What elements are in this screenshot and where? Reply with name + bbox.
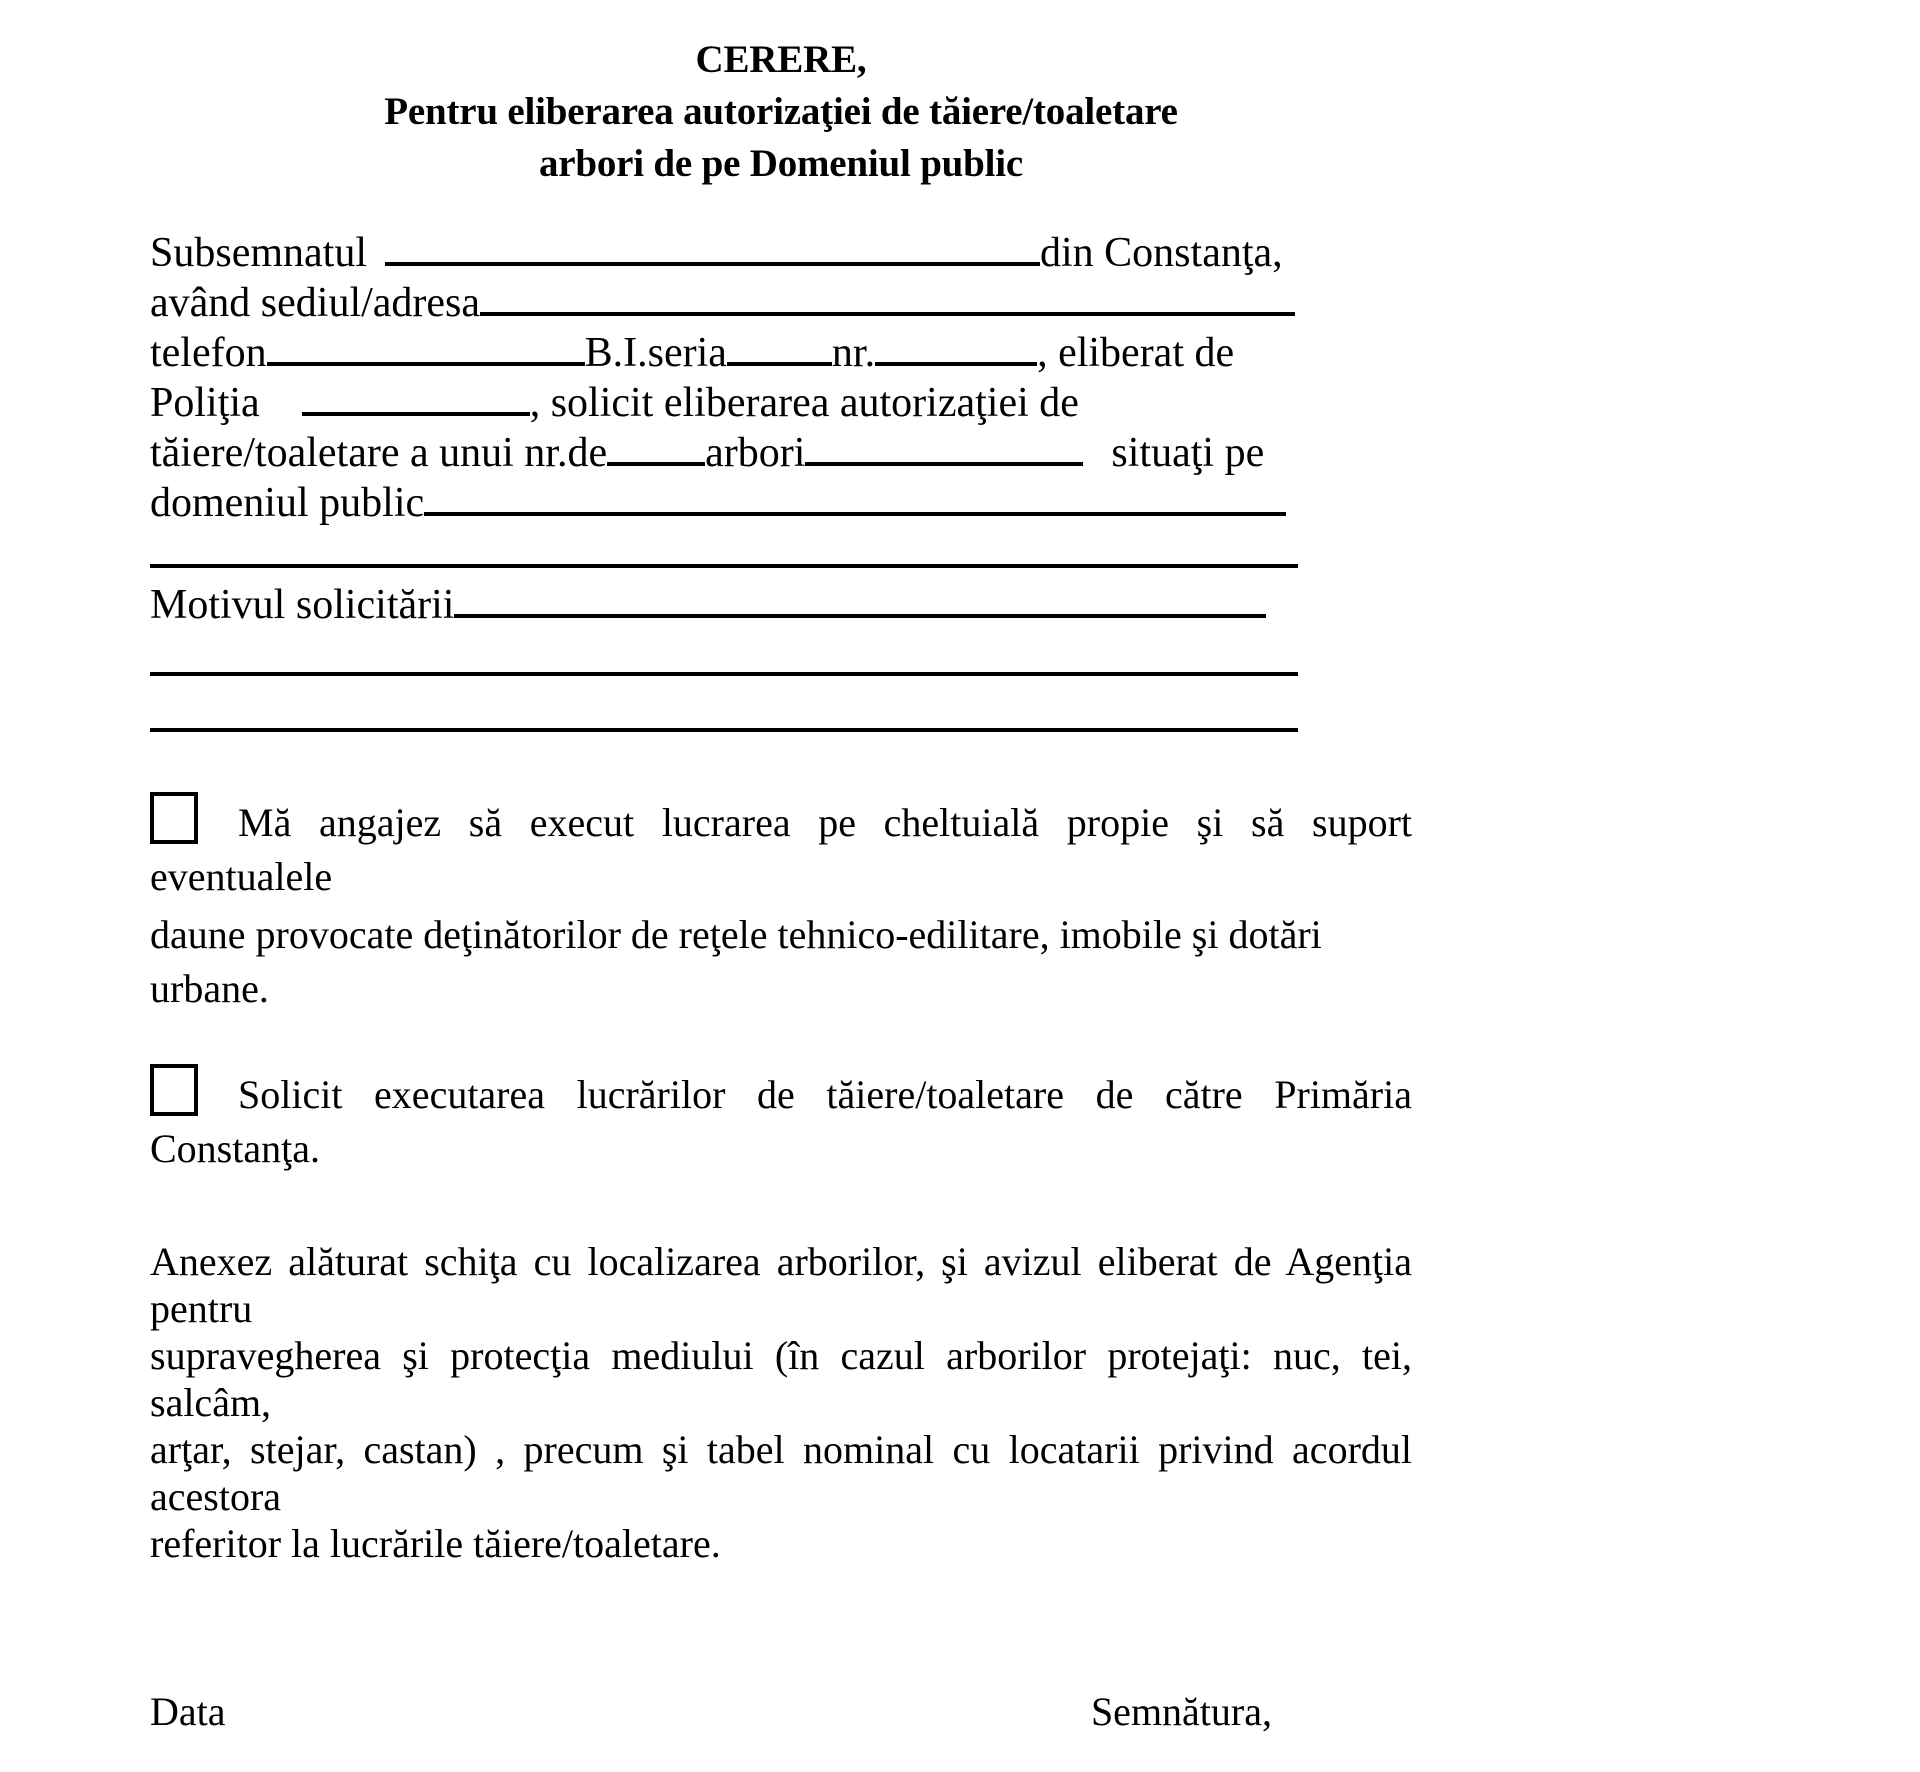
checkbox-item-angajament[interactable] <box>150 792 1412 1016</box>
input-motiv[interactable] <box>454 583 1266 618</box>
input-nume[interactable] <box>385 231 1040 266</box>
label-din-constanta: din Constanţa, <box>1040 230 1283 276</box>
title-line-3: arbori de pe Domeniul public <box>538 142 1024 185</box>
title-line-1: CERERE, <box>695 38 867 81</box>
form-line-adresa <box>150 278 1412 328</box>
checkbox-item-solicit-primaria[interactable] <box>150 1064 1412 1176</box>
label-motivul-solicitarii: Motivul solicitării <box>150 582 455 628</box>
footer-row <box>150 1690 1412 1734</box>
input-motiv-line-2[interactable] <box>150 630 1412 686</box>
checkbox-angajament-line-1: Mă angajez să execut lucrarea pe cheltuială propie şi să suport eventualele <box>150 800 1412 899</box>
input-domeniul-public[interactable] <box>424 481 1286 516</box>
label-solicit-eliberarea: , solicit eliberarea autorizaţiei de <box>529 380 1079 426</box>
form-line-subsemnatul <box>150 228 1412 278</box>
input-numar-arbori[interactable] <box>607 431 705 466</box>
form-line-motivul <box>150 580 1412 630</box>
annex-line-4: referitor la lucrările tăiere/toaletare. <box>150 1521 721 1566</box>
document-content <box>150 0 1412 1567</box>
input-adresa[interactable] <box>480 281 1295 316</box>
label-bi-seria: B.I.seria <box>584 330 727 376</box>
label-avand-sediul: având sediul/adresa <box>150 280 481 326</box>
input-bi-seria[interactable] <box>727 331 832 366</box>
checkbox-solicit-text <box>150 1064 1412 1176</box>
label-domeniul-public: domeniul public <box>150 480 425 526</box>
input-domeniul-public-cont[interactable] <box>150 528 1412 578</box>
checkbox-angajament-box[interactable] <box>150 792 198 844</box>
input-telefon[interactable] <box>267 331 585 366</box>
label-arbori: arbori <box>705 430 806 476</box>
annex-paragraph <box>150 1238 1412 1567</box>
checkbox-angajament-text <box>150 792 1412 904</box>
footer-signature-label: Semnătura, <box>1090 1689 1272 1734</box>
label-subsemnatul: Subsemnatul <box>150 230 367 276</box>
footer-date-label: Data <box>150 1689 226 1734</box>
input-politia[interactable] <box>302 381 530 416</box>
annex-line-2: supravegherea şi protecţia mediului (în cazul arborilor protejaţi: nuc, tei, salcâm, <box>150 1333 1412 1425</box>
input-specie-arbori[interactable] <box>805 431 1083 466</box>
checkbox-angajament-line-2: daune provocate deţinătorilor de reţele tehnico-edilitare, imobile şi dotări urbane. <box>150 912 1322 1011</box>
checkbox-section <box>150 792 1412 1176</box>
annex-line-1: Anexez alăturat schiţa cu localizarea arborilor, şi avizul eliberat de Agenţia pentru <box>150 1239 1412 1331</box>
document-title-block <box>150 0 1412 190</box>
form-line-politia <box>150 378 1412 428</box>
checkbox-solicit-box[interactable] <box>150 1064 198 1116</box>
form-line-telefon <box>150 328 1412 378</box>
title-line-2: Pentru eliberarea autorizaţiei de tăiere/toaletare <box>384 90 1178 133</box>
label-politia: Poliţia <box>150 380 260 426</box>
checkbox-solicit-line-1: Solicit executarea lucrărilor de tăiere/toaletare de către Primăria Constanţa. <box>150 1072 1412 1171</box>
input-motiv-line-3[interactable] <box>150 686 1412 742</box>
form-body <box>150 228 1412 742</box>
label-nr: nr. <box>831 330 876 376</box>
input-bi-numar[interactable] <box>875 331 1037 366</box>
label-situati-pe: situaţi pe <box>1111 430 1265 476</box>
annex-line-3: arţar, stejar, castan) , precum şi tabel nominal cu locatarii privind acordul acestora <box>150 1427 1412 1519</box>
label-taiere-nr: tăiere/toaletare a unui nr.de <box>150 430 608 476</box>
label-telefon: telefon <box>150 330 267 376</box>
document-footer <box>150 1690 1412 1734</box>
form-line-taiere <box>150 428 1412 478</box>
label-eliberat-de: , eliberat de <box>1037 330 1235 376</box>
form-line-domeniul-public <box>150 478 1412 528</box>
